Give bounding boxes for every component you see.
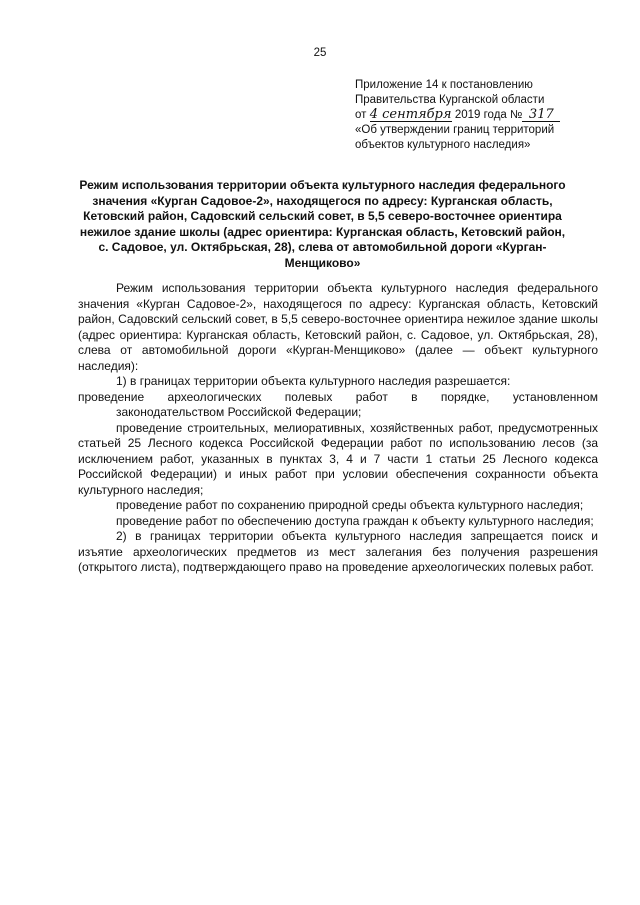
appendix-line-2: Правительства Курганской области: [355, 94, 545, 106]
appendix-date-line: [355, 108, 605, 123]
appendix-header: [355, 78, 605, 153]
item-1-a-line-1: проведение археологических полевых работ в порядке, установленном: [78, 389, 598, 404]
item-1-b: проведение строительных, мелиоративных, хозяйственных работ, предусмотренных статьей 25 Лесного кодекса Российской Федерации работ по использованию лесов (за исключением работ, указанных в пунктах 3, 4 и 7 части 1 статьи 25 Лесного кодекса Российской Федерации) и иных работ при условии обеспечения сохранности объекта культурного наследия;: [78, 420, 598, 497]
handwritten-number: 317: [522, 109, 560, 122]
item-1-d: проведение работ по обеспечению доступа граждан к объекту культурного наследия;: [116, 513, 594, 528]
document-title: Режим использования территории объекта культурного наследия федерального значения «Курган Садовое-2», находящегося по адресу: Курганская область, Кетовский район, Садовский сельский совет, в 5,5 северо-восточнее ориентира нежилое здание школы (адрес ориентира: Курганская область, Кетовский район, с. Садовое, ул. Октябрьская, 28), слева от автомобильной дороги «Курган-Менщиково»: [79, 178, 566, 270]
date-prefix: от: [355, 109, 367, 121]
date-suffix: 2019 года №: [454, 109, 523, 121]
item-1-a-line-2: законодательством Российской Федерации;: [116, 405, 362, 419]
page-number: 25: [313, 47, 327, 59]
intro-paragraph: Режим использования территории объекта культурного наследия федерального значения «Курган Садовое-2», находящегося по адресу: Курганская область, Кетовский район, Садовский сельский совет, в 5,5 северо-восточнее ориентира нежилое здание школы (адрес ориентира: Курганская область, Кетовский район, с. Садовое, ул. Октябрьская, 28), слева от автомобильной дороги «Курган-Менщиково» (далее — объект культурного наследия):: [78, 281, 598, 373]
item-1-heading: 1) в границах территории объекта культурного наследия разрешается:: [116, 374, 511, 388]
handwritten-date: 4 сентября: [369, 107, 452, 122]
appendix-line-5: объектов культурного наследия»: [355, 139, 531, 151]
document-body: [78, 281, 598, 576]
item-2: 2) в границах территории объекта культурного наследия запрещается поиск и изъятие археологических предметов из мест залегания без получения разрешения (открытого листа), подтверждающего право на проведение археологических полевых работ.: [78, 529, 598, 574]
item-1-c: проведение работ по сохранению природной среды объекта культурного наследия;: [116, 498, 584, 512]
appendix-line-1: Приложение 14 к постановлению: [355, 79, 533, 91]
appendix-line-4: «Об утверждении границ территорий: [355, 124, 555, 136]
